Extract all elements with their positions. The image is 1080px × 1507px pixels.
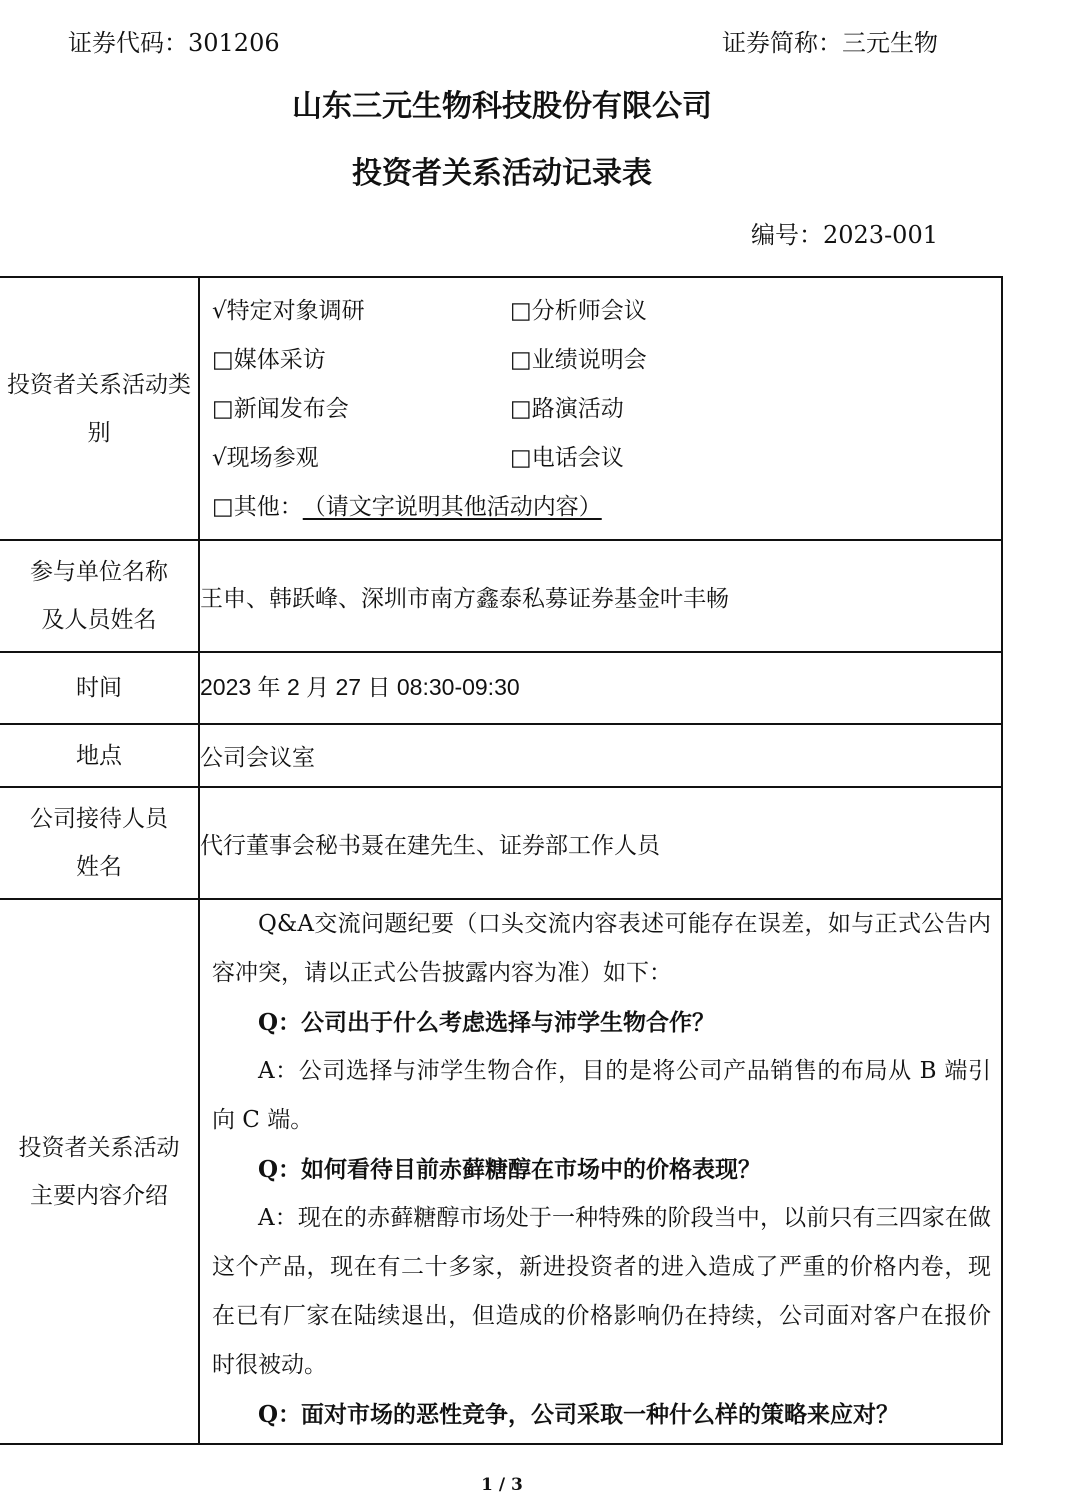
location-value: 公司会议室 xyxy=(199,724,1002,787)
participants-row xyxy=(0,540,1002,652)
receptionists-value: 代行董事会秘书聂在建先生、证券部工作人员 xyxy=(199,787,1002,899)
stock-code: 证券代码：301206 xyxy=(68,29,280,57)
content-row xyxy=(0,899,1002,1444)
stock-abbreviation: 证券简称：三元生物 xyxy=(722,29,938,57)
content-label-line2: 主要内容介绍 xyxy=(30,1182,168,1209)
participants-label-line2: 及人员姓名 xyxy=(41,607,157,633)
time-value-text: 2023 年 2 月 27 日 08:30-09:30 xyxy=(200,674,520,700)
category-label-cell xyxy=(0,277,199,540)
record-table xyxy=(0,276,1003,1445)
content-label-line1: 投资者关系活动 xyxy=(18,1134,180,1161)
page-number: 1 / 3 xyxy=(481,1475,523,1495)
category-option-row xyxy=(212,382,1001,431)
option-conference-call: □电话会议 xyxy=(510,445,624,471)
time-label: 时间 xyxy=(0,652,199,724)
receptionists-label-line2: 姓名 xyxy=(76,854,122,880)
location-row xyxy=(0,724,1002,787)
qa-content xyxy=(200,900,1001,1443)
qa-question: Q：如何看待目前赤藓糖醇在市场中的价格表现？ xyxy=(258,1156,762,1183)
receptionists-label-line1: 公司接待人员 xyxy=(30,806,168,832)
category-options-cell xyxy=(199,277,1002,540)
option-earnings-briefing: □业绩说明会 xyxy=(510,347,647,373)
qa-question: Q：面对市场的恶性竞争，公司采取一种什么样的策略来应对？ xyxy=(258,1401,900,1428)
qa-answer: A：现在的赤藓糖醇市场处于一种特殊的阶段当中，以前只有三四家在做这个产品，现在有二十多家，新进投资者的进入造成了严重的价格内卷，现在已有厂家在陆续退出，但造成的价格影响仍在持续，公司面对客户在报价时很被动。 xyxy=(212,1205,991,1378)
option-other xyxy=(212,480,1001,529)
content-label-cell xyxy=(0,899,199,1444)
participants-value: 王申、韩跃峰、深圳市南方鑫泰私募证券基金叶丰畅 xyxy=(199,540,1002,652)
category-option-row xyxy=(212,431,1001,480)
qa-intro: Q&A交流问题纪要（口头交流内容表述可能存在误差，如与正式公告内容冲突，请以正式公告披露内容为准）如下： xyxy=(212,911,991,986)
option-roadshow: □路演活动 xyxy=(510,396,624,422)
qa-question: Q：公司出于什么考虑选择与沛学生物合作？ xyxy=(258,1009,716,1036)
participants-label-line1: 参与单位名称 xyxy=(30,559,168,585)
option-media-interview: □媒体采访 xyxy=(212,347,326,373)
time-value xyxy=(199,652,1002,724)
category-option-row xyxy=(212,284,1001,333)
time-row xyxy=(0,652,1002,724)
content-cell xyxy=(199,899,1002,1444)
category-option-row xyxy=(212,333,1001,382)
form-title: 投资者关系活动记录表 xyxy=(352,156,652,191)
location-label: 地点 xyxy=(0,724,199,787)
option-other-description: （请文字说明其他活动内容） xyxy=(302,494,602,520)
option-specific-research: √特定对象调研 xyxy=(212,298,365,324)
company-title: 山东三元生物科技股份有限公司 xyxy=(292,89,712,124)
option-other-prefix: □其他： xyxy=(212,494,303,520)
option-press-conference: □新闻发布会 xyxy=(212,396,349,422)
category-row xyxy=(0,277,1002,540)
participants-label-cell xyxy=(0,540,199,652)
option-analyst-meeting: □分析师会议 xyxy=(510,298,647,324)
receptionists-label-cell xyxy=(0,787,199,899)
qa-answer: A：公司选择与沛学生物合作，目的是将公司产品销售的布局从 B 端引向 C 端。 xyxy=(212,1058,991,1133)
receptionists-row xyxy=(0,787,1002,899)
category-label: 投资者关系活动类别 xyxy=(7,371,191,446)
option-site-visit: √现场参观 xyxy=(212,445,319,471)
document-number: 编号：2023-001 xyxy=(751,221,938,249)
